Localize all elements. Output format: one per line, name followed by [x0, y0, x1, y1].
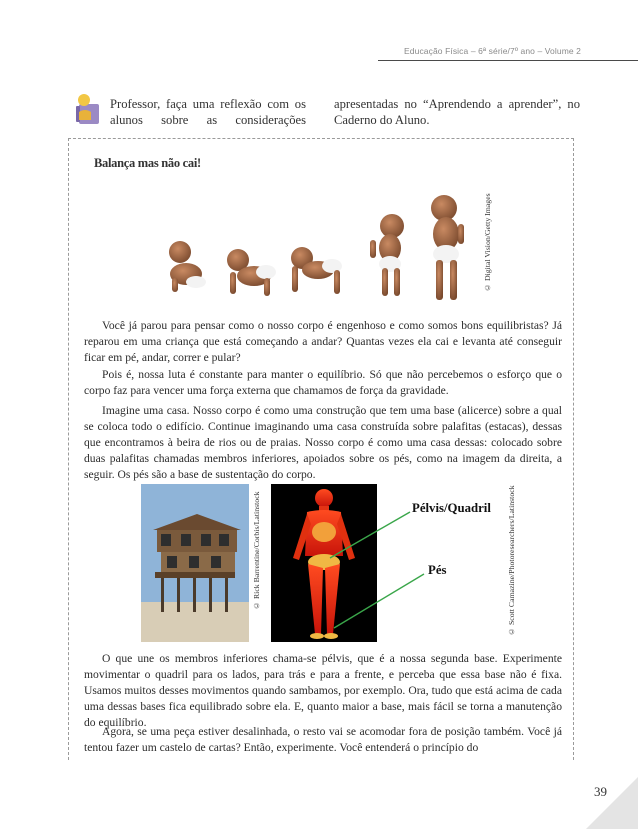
paragraph-4: O que une os membros inferiores chama-se pélvis, que é a nossa segunda base. Experimente movimentar o quadril para os lados, para trás e para a frente, e perceba que essa base não é fixa. Usamos muitos desses movimentos quando sambamos, por exemplo. Ora, tudo que está acima de cada uma dessas bases fica equilibrado sobre ela. E, quanto maior a base, mais fácil se torna a manutenção do equilíbrio.	[84, 652, 562, 729]
page-corner-decoration	[586, 777, 638, 829]
babies-photo-credit: © Digital Vision/Getty Images	[483, 193, 492, 292]
paragraph-1: Você já parou para pensar como o nosso corpo é engenhoso e como somos bons equilibristas? Já reparou em uma criança que está começando a andar? Quantas vezes ela cai e levanta até conseguir ficar em pé, andar, correr e pular?	[84, 319, 562, 364]
paragraph-3: Imagine uma casa. Nosso corpo é como uma construção que tem uma base (alicerce) sobre a qual se coloca todo o edifício. Continue imaginando uma casa construída sobre palafitas (estacas), dessas que encontramos à beira de rios ou de praias. Nosso corpo é como uma casa dessas: colocado sobre duas palafitas chamadas membros inferiores, apoiados sobre os pés, como na imagem da direita, a seguir. Os pés são a base de sustentação do corpo.	[84, 404, 562, 481]
label-feet: Pés	[428, 563, 447, 577]
header-rule	[378, 60, 638, 61]
house-photo-credit: © Rick Barrentine/Corbis/Latinstock	[252, 491, 261, 610]
page-number: 39	[594, 784, 607, 799]
body-image-credit: © Scott Camazine/Photoresearchers/Latinstock	[507, 485, 516, 636]
intro-text-right: apresentadas no “Aprendendo a aprender”, no Caderno do Aluno.	[334, 97, 580, 127]
teacher-note-icon	[73, 92, 101, 126]
label-pelvis: Pélvis/Quadril	[412, 501, 491, 515]
human-body-anatomy-image	[271, 484, 377, 642]
babies-learning-to-walk-photo	[158, 178, 480, 312]
intro-text-left: Professor, faça uma reflexão com os alunos sobre as considerações	[110, 97, 306, 127]
stilt-house-photo	[141, 484, 249, 642]
section-title: Balança mas não cai!	[94, 156, 201, 170]
running-header: Educação Física – 6ª série/7º ano – Volume 2	[404, 46, 581, 56]
paragraph-2: Pois é, nossa luta é constante para manter o equilíbrio. Só que não percebemos o esforço que o corpo faz para vencer uma força externa que chamamos de força da gravidade.	[84, 368, 562, 397]
paragraph-5: Agora, se uma peça estiver desalinhada, o resto vai se acomodar fora de posição também. Você já tentou fazer um castelo de cartas? Então, experimente. Você entenderá o princípio do	[84, 725, 562, 754]
